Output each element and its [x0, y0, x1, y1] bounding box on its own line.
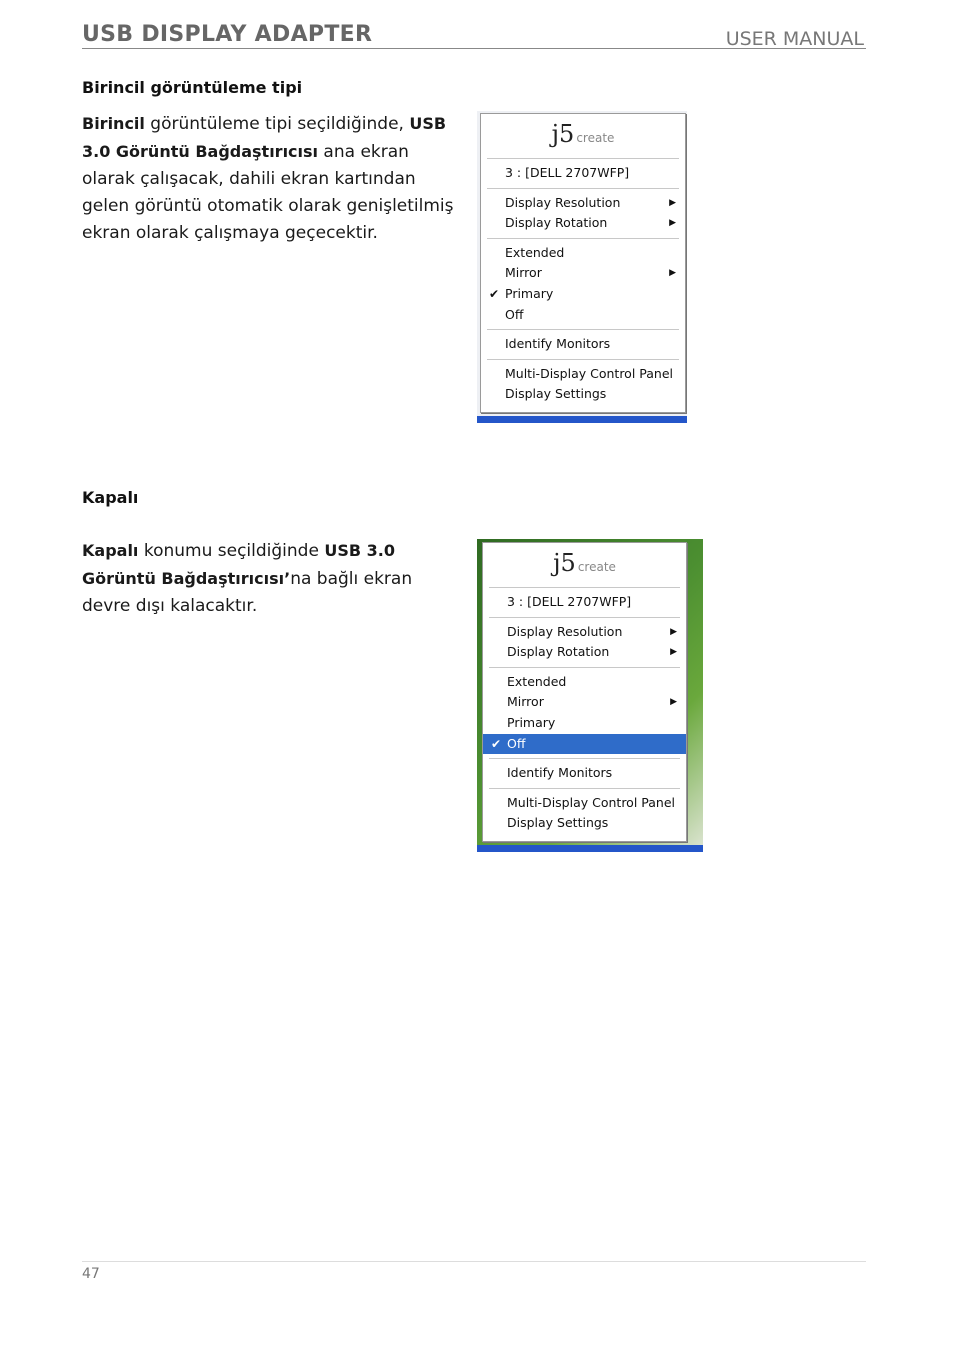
- submenu-arrow-icon: ▶: [669, 218, 676, 229]
- menu-item-display-settings[interactable]: Display Settings: [507, 815, 609, 831]
- menu-item-display-rotation[interactable]: Display Rotation ▶: [483, 642, 686, 663]
- j5create-logo: j5 create: [551, 120, 615, 148]
- menu-item-control-panel[interactable]: Multi-Display Control Panel: [505, 365, 673, 381]
- submenu-arrow-icon: ▶: [670, 626, 677, 637]
- menu-item-primary[interactable]: Primary: [507, 714, 556, 730]
- document-title: USB DISPLAY ADAPTER: [82, 22, 373, 47]
- bold-term: USB 3.0 Görüntü Bağdaştırıcısı’: [82, 541, 395, 588]
- menu-item-extended[interactable]: Extended: [505, 244, 565, 260]
- menu-item-control-panel[interactable]: Multi-Display Control Panel: [507, 794, 675, 810]
- checkmark-icon: ✔: [489, 286, 500, 301]
- bold-term: Kapalı: [82, 541, 139, 560]
- menu-item-display-settings[interactable]: Display Settings: [505, 386, 607, 402]
- menu-item-primary[interactable]: ✔ Primary: [481, 284, 685, 305]
- menu-separator: [489, 667, 680, 668]
- page-number: 47: [82, 1266, 100, 1282]
- menu-separator: [487, 188, 679, 189]
- section-title-primary: Birincil görüntüleme tipi: [82, 78, 303, 97]
- paragraph-primary: [82, 110, 462, 247]
- menu-item-display-resolution[interactable]: Display Resolution ▶: [481, 193, 685, 214]
- menu-separator: [487, 329, 679, 330]
- menu-separator: [489, 617, 680, 618]
- menu-item-monitor[interactable]: 3 : [DELL 2707WFP]: [505, 165, 630, 180]
- menu-screenshot-primary: [477, 111, 687, 423]
- submenu-arrow-icon: ▶: [669, 197, 676, 208]
- text-run: ana ekran olarak çalışacak, dahili ekran kartından gelen görüntü otomatik olarak genişletilmiş ekran olarak çalışmaya geçecektir.: [82, 142, 454, 243]
- menu-separator: [487, 158, 679, 159]
- menu-separator: [489, 587, 680, 588]
- menu-separator: [487, 359, 679, 360]
- section-title-off: Kapalı: [82, 488, 139, 507]
- menu-screenshot-off: [477, 539, 703, 852]
- checkmark-icon: ✔: [491, 736, 502, 751]
- menu-item-off[interactable]: ✔ Off: [483, 734, 686, 755]
- menu-item-identify-monitors[interactable]: Identify Monitors: [505, 336, 611, 352]
- j5create-logo: j5 create: [553, 549, 616, 577]
- bold-term: Birincil: [82, 114, 145, 133]
- menu-separator: [489, 788, 680, 789]
- context-menu: [480, 113, 686, 413]
- taskbar: [477, 845, 703, 852]
- menu-item-extended[interactable]: Extended: [507, 673, 567, 689]
- menu-item-mirror[interactable]: Mirror ▶: [483, 692, 686, 713]
- text-run: na bağlı ekran devre dışı kalacaktır.: [82, 569, 413, 616]
- menu-item-display-resolution[interactable]: Display Resolution ▶: [483, 622, 686, 643]
- context-menu: [482, 542, 687, 842]
- menu-item-identify-monitors[interactable]: Identify Monitors: [507, 765, 613, 781]
- submenu-arrow-icon: ▶: [670, 647, 677, 658]
- menu-item-mirror[interactable]: Mirror ▶: [481, 263, 685, 284]
- submenu-arrow-icon: ▶: [670, 697, 677, 708]
- header-divider: [82, 48, 866, 49]
- taskbar: [477, 416, 687, 423]
- menu-item-display-rotation[interactable]: Display Rotation ▶: [481, 213, 685, 234]
- footer-divider: [82, 1261, 866, 1262]
- menu-item-off[interactable]: Off: [505, 306, 524, 322]
- manual-label: USER MANUAL: [725, 28, 864, 50]
- menu-separator: [487, 238, 679, 239]
- menu-item-monitor[interactable]: 3 : [DELL 2707WFP]: [507, 594, 632, 609]
- text-run: konumu seçildiğinde: [138, 541, 325, 561]
- menu-separator: [489, 758, 680, 759]
- text-run: görüntüleme tipi seçildiğinde,: [144, 114, 410, 134]
- submenu-arrow-icon: ▶: [669, 268, 676, 279]
- paragraph-off: [82, 537, 442, 620]
- bold-term: USB 3.0 Görüntü Bağdaştırıcısı: [82, 114, 447, 161]
